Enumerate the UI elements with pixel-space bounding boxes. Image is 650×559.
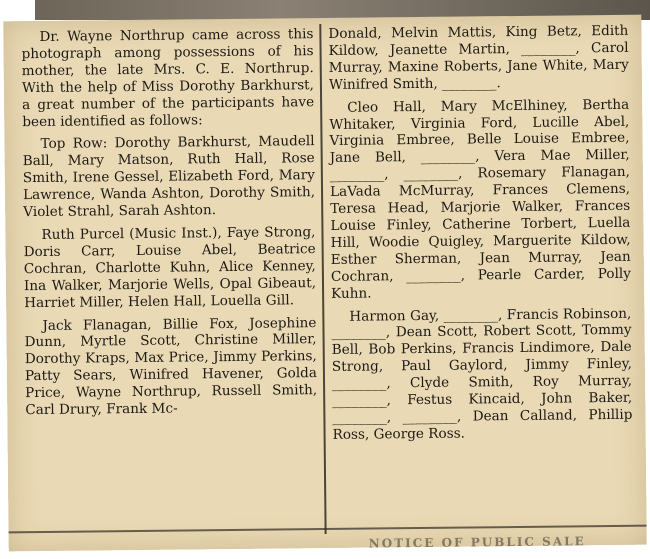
right-column	[328, 23, 632, 450]
left-column	[21, 26, 317, 425]
column-divider	[319, 24, 326, 534]
next-article-heading: NOTICE OF PUBLIC SALE	[368, 534, 586, 551]
fifth-row-paragraph: Harmon Gay, ________, Francis Robinson, ________, Dean Scott, Robert Scott, Tommy Bell, Bob Perkins, Francis Lindimore, Dale Strong, Paul Gaylord, Jimmy Finley, ________, Clyde Smith, Roy Murray, ________, Festus Kincaid, John Baker, ________, ________, Dean Calland, Phillip Ross, George Ross.	[331, 305, 633, 443]
bottom-rule	[9, 525, 647, 534]
top-row-paragraph: Top Row: Dorothy Barkhurst, Maudell Ball, Mary Matson, Ruth Hall, Rose Smith, Irene Gessel, Elizabeth Ford, Mary Lawrence, Wanda Ashton, Dorothy Smith, Violet Strahl, Sarah Ashton.	[22, 133, 316, 221]
intro-paragraph: Dr. Wayne Northrup came across this photograph among possessions of his mother, the late Mrs. C. E. Northrup. With the help of Miss Dorothy Barkhurst, a great number of the participants have been identified as follows:	[21, 26, 315, 130]
newspaper-clipping	[3, 15, 647, 552]
fourth-row-paragraph: Cleo Hall, Mary McElhiney, Bertha Whitaker, Virginia Ford, Lucille Abel, Virginia Embree, Belle Louise Embree, Jane Bell, ________, Vera Mae Miller, ________, ________, Rosemary Flanagan, LaVada McMurray, Frances Clemens, Teresa Head, Marjorie Walker, Frances Louise Finley, Catherine Torbert, Luella Hill, Woodie Quigley, Marguerite Kildow, Esther Sherman, Jean Murray, Jean Cochran, ________, Pearle Carder, Polly Kuhn.	[329, 96, 632, 302]
third-row-paragraph: Jack Flanagan, Billie Fox, Josephine Dunn, Myrtle Scott, Christine Miller, Dorothy Kraps, Max Price, Jimmy Perkins, Patty Sears, Winifred Havener, Golda Price, Wayne Northrup, Russell Smith, Carl Drury, Frank Mc-	[24, 314, 318, 419]
continued-paragraph: Donald, Melvin Mattis, King Betz, Edith Kildow, Jeanette Martin, ________, Carol Murray, Maxine Roberts, Jane White, Mary Winifred Smith, ________.	[328, 22, 629, 93]
second-row-paragraph: Ruth Purcel (Music Inst.), Faye Strong, Doris Carr, Louise Abel, Beatrice Cochran, Charlotte Kuhn, Alice Kenney, Ina Walker, Marjorie Wells, Opal Gibeaut, Harriet Miller, Helen Hall, Louella Gill.	[23, 224, 317, 311]
